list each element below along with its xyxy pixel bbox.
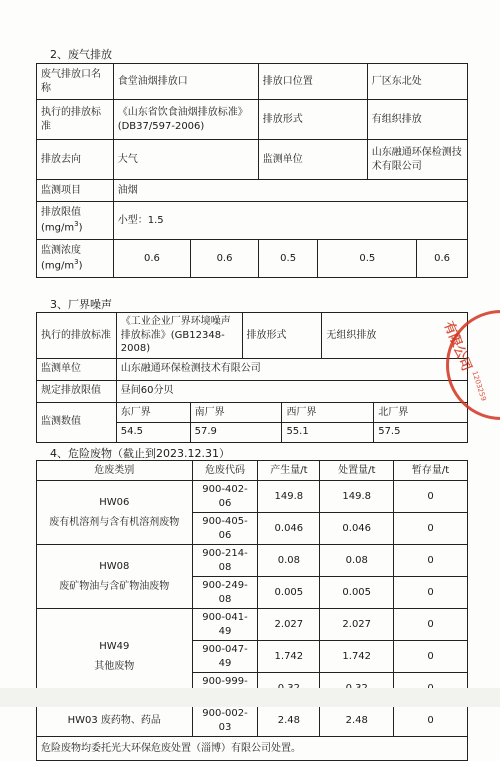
- conc-unit: (mg/m: [41, 260, 75, 272]
- hazwaste-category-desc: 废矿物油与含矿物油废物: [59, 580, 170, 592]
- exhaust-limit-label: 排放限值: [41, 207, 81, 219]
- exhaust-monitor-unit-label: 监测单位: [258, 140, 367, 180]
- hazwaste-code: 900-002-03: [192, 705, 258, 737]
- hazwaste-produced: 2.48: [258, 705, 320, 737]
- hazwaste-code: 900-047-49: [192, 641, 258, 673]
- noise-limit-value: 昼间60分贝: [116, 380, 467, 402]
- hazwaste-disposed: 149.8: [320, 481, 394, 513]
- conc-value: 0.5: [258, 240, 318, 278]
- exhaust-form-label: 排放形式: [258, 100, 367, 140]
- hazwaste-code: 900-405-06: [192, 513, 258, 545]
- exhaust-standard-label: 执行的排放标准: [37, 100, 114, 140]
- hazwaste-category-code: HW49: [99, 641, 130, 652]
- exhaust-limit-unit-close: ): [78, 222, 83, 234]
- hazwaste-category-code: HW08: [99, 561, 130, 572]
- hazwaste-disposed: 2.027: [320, 609, 394, 641]
- hazwaste-table: [36, 460, 468, 761]
- hazwaste-produced: 2.027: [258, 609, 320, 641]
- noise-point-cell: [282, 402, 374, 442]
- hazwaste-disposed: 1.742: [320, 641, 394, 673]
- noise-point-cell: [116, 402, 190, 442]
- hazwaste-header: 产生量/t: [258, 461, 320, 481]
- hazwaste-stored: 0: [394, 545, 468, 577]
- hazwaste-category: [37, 481, 193, 545]
- hazwaste-disposed: 0.005: [320, 577, 394, 609]
- hazwaste-header: 危废类别: [37, 461, 193, 481]
- hazwaste-code: 900-041-49: [192, 609, 258, 641]
- noise-table: [36, 312, 468, 443]
- hazwaste-header: 危废代码: [192, 461, 258, 481]
- hazwaste-header: 暂存量/t: [394, 461, 468, 481]
- noise-monitor-unit-label: 监测单位: [37, 358, 117, 380]
- exhaust-limit-unit-sup: 3: [74, 219, 79, 228]
- noise-standard-value: 《工业企业厂界环境噪声排放标准》(GB12348-2008): [116, 313, 242, 359]
- hazwaste-produced: 0.08: [258, 545, 320, 577]
- hazwaste-produced: 149.8: [258, 481, 320, 513]
- outlet-pos-label: 排放口位置: [258, 64, 367, 100]
- exhaust-form-value: 有组织排放: [367, 100, 467, 140]
- hazwaste-disposed: 2.48: [320, 705, 394, 737]
- hazwaste-code: 900-402-06: [192, 481, 258, 513]
- hazwaste-category-code: HW03 废药物、药品: [37, 705, 193, 737]
- hazwaste-produced: 0.005: [258, 577, 320, 609]
- hazwaste-note: 危险废物均委托光大环保危废处置（淄博）有限公司处置。: [37, 737, 468, 761]
- outlet-pos-value: 厂区东北处: [367, 64, 467, 100]
- hazwaste-disposed: 0.08: [320, 545, 394, 577]
- noise-point-value: 57.9: [194, 425, 217, 437]
- hazwaste-produced: 0.046: [258, 513, 320, 545]
- direction-value: 大气: [113, 140, 258, 180]
- noise-data-label: 监测数值: [37, 402, 117, 442]
- hazwaste-category: [37, 545, 193, 609]
- noise-form-label: 排放形式: [242, 313, 322, 359]
- section3-title: 3、厂界噪声: [50, 298, 112, 311]
- noise-point-name: 西厂界: [282, 404, 373, 423]
- exhaust-limit-value: 小型：1.5: [113, 202, 467, 240]
- hazwaste-stored: 0: [394, 513, 468, 545]
- conc-unit-sup: 3: [74, 257, 79, 266]
- hazwaste-code: 900-249-08: [192, 577, 258, 609]
- noise-point-value: 57.5: [378, 425, 401, 437]
- conc-value: 0.6: [191, 240, 259, 278]
- conc-label-cell: [37, 240, 114, 278]
- hazwaste-stored: 0: [394, 481, 468, 513]
- exhaust-limit-unit: (mg/m: [41, 222, 75, 234]
- hazwaste-stored: 0: [394, 609, 468, 641]
- hazwaste-category-desc: 其他废物: [94, 660, 135, 672]
- noise-point-value: 55.1: [286, 425, 309, 437]
- noise-point-name: 南厂界: [191, 404, 282, 423]
- hazwaste-category-desc: 废有机溶剂与含有机溶剂废物: [49, 516, 180, 528]
- outlet-name-label: 废气排放口名称: [37, 64, 114, 100]
- hazwaste-disposed: 0.046: [320, 513, 394, 545]
- noise-point-value: 54.5: [120, 425, 144, 437]
- page-bottom-margin: [0, 688, 500, 707]
- noise-point-cell: [374, 402, 468, 442]
- exhaust-standard-value: 《山东省饮食油烟排放标准》(DB37/597-2006): [113, 100, 258, 140]
- hazwaste-stored: 0: [394, 705, 468, 737]
- noise-standard-label: 执行的排放标准: [37, 313, 117, 359]
- conc-value: 0.5: [318, 240, 417, 278]
- stamp-number: 1203259: [470, 370, 488, 403]
- exhaust-monitor-unit-value: 山东融通环保检测技术有限公司: [367, 140, 467, 180]
- section2-title: 2、废气排放: [50, 48, 112, 61]
- hazwaste-header: 处置量/t: [320, 461, 394, 481]
- noise-limit-label: 规定排放限值: [37, 380, 117, 402]
- conc-value: 0.6: [417, 240, 468, 278]
- hazwaste-category-code: HW06: [99, 497, 130, 508]
- noise-point-name: 北厂界: [374, 404, 467, 423]
- conc-unit-close: ): [78, 260, 83, 272]
- conc-label: 监测浓度: [41, 245, 81, 257]
- hazwaste-produced: 1.742: [258, 641, 320, 673]
- item-label: 监测项目: [37, 180, 114, 202]
- conc-value: 0.6: [113, 240, 191, 278]
- hazwaste-code: 900-999-: [192, 673, 258, 705]
- hazwaste-stored: 0: [394, 577, 468, 609]
- outlet-name-value: 食堂油烟排放口: [113, 64, 258, 100]
- hazwaste-stored: 0: [394, 641, 468, 673]
- item-value: 油烟: [113, 180, 467, 202]
- exhaust-limit-label-cell: [37, 202, 114, 240]
- stamp-text: 有限公司: [440, 319, 474, 374]
- hazwaste-code: 900-214-08: [192, 545, 258, 577]
- exhaust-table: [36, 63, 468, 278]
- noise-form-value: 无组织排放: [322, 313, 468, 359]
- noise-point-name: 东厂界: [117, 404, 190, 423]
- noise-point-cell: [190, 402, 282, 442]
- direction-label: 排放去向: [37, 140, 114, 180]
- noise-monitor-unit-value: 山东融通环保检测技术有限公司: [116, 358, 467, 380]
- section4-title: 4、危险废物（截止到2023.12.31）: [50, 447, 230, 460]
